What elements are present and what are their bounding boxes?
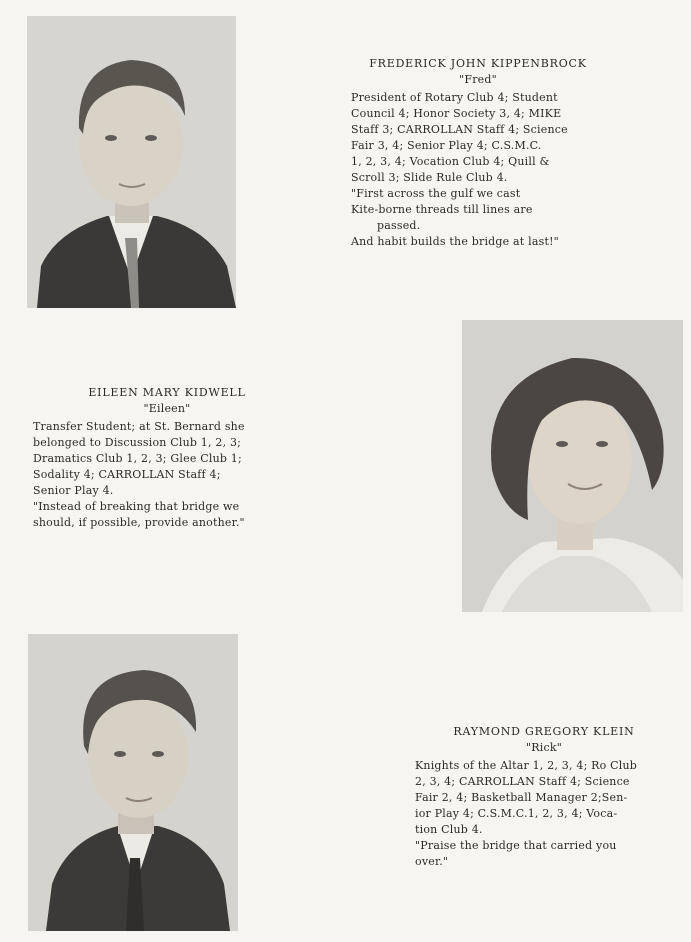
quote-line: should, if possible, provide another."	[33, 516, 245, 529]
bio-line: Knights of the Altar 1, 2, 3, 4; Ro Club	[415, 759, 638, 772]
portrait-eileen	[462, 320, 683, 612]
bio-line: Dramatics Club 1, 2, 3; Glee Club 1;	[33, 452, 242, 465]
bio-frederick	[351, 56, 605, 250]
student-name: FREDERICK JOHN KIPPENBROCK	[369, 57, 587, 70]
portrait-raymond	[28, 634, 238, 931]
bio-eileen	[33, 385, 301, 531]
portrait-frederick	[27, 16, 236, 308]
quote-line: over."	[415, 855, 449, 868]
bio-line: tion Club 4.	[415, 823, 483, 836]
bio-line: Senior Play 4.	[33, 484, 114, 497]
bio-line: Fair 2, 4; Basketball Manager 2;Sen-	[415, 791, 628, 804]
bio-line: ior Play 4; C.S.M.C.1, 2, 3, 4; Voca-	[415, 807, 618, 820]
bio-line: belonged to Discussion Club 1, 2, 3;	[33, 436, 242, 449]
bio-line: Sodality 4; CARROLLAN Staff 4;	[33, 468, 221, 481]
bio-line: Council 4; Honor Society 3, 4; MIKE	[351, 107, 562, 120]
quote-line: And habit builds the bridge at last!"	[351, 235, 559, 248]
bio-line: Transfer Student; at St. Bernard she	[33, 420, 245, 433]
quote-line: "Praise the bridge that carried you	[415, 839, 617, 852]
quote-line: Kite-borne threads till lines are	[351, 203, 533, 216]
bio-line: Fair 3, 4; Senior Play 4; C.S.M.C.	[351, 139, 542, 152]
student-nickname: "Eileen"	[143, 402, 191, 415]
bio-line: President of Rotary Club 4; Student	[351, 91, 558, 104]
bio-line: 2, 3, 4; CARROLLAN Staff 4; Science	[415, 775, 630, 788]
bio-line: Scroll 3; Slide Rule Club 4.	[351, 171, 508, 184]
quote-line: passed.	[377, 219, 421, 232]
student-nickname: "Rick"	[526, 741, 562, 754]
student-name: EILEEN MARY KIDWELL	[88, 386, 246, 399]
quote-line: "Instead of breaking that bridge we	[33, 500, 240, 513]
quote-line: "First across the gulf we cast	[351, 187, 521, 200]
bio-line: Staff 3; CARROLLAN Staff 4; Science	[351, 123, 568, 136]
student-name: RAYMOND GREGORY KLEIN	[453, 725, 635, 738]
student-nickname: "Fred"	[459, 73, 497, 86]
bio-line: 1, 2, 3, 4; Vocation Club 4; Quill &	[351, 155, 550, 168]
bio-raymond	[415, 724, 673, 870]
